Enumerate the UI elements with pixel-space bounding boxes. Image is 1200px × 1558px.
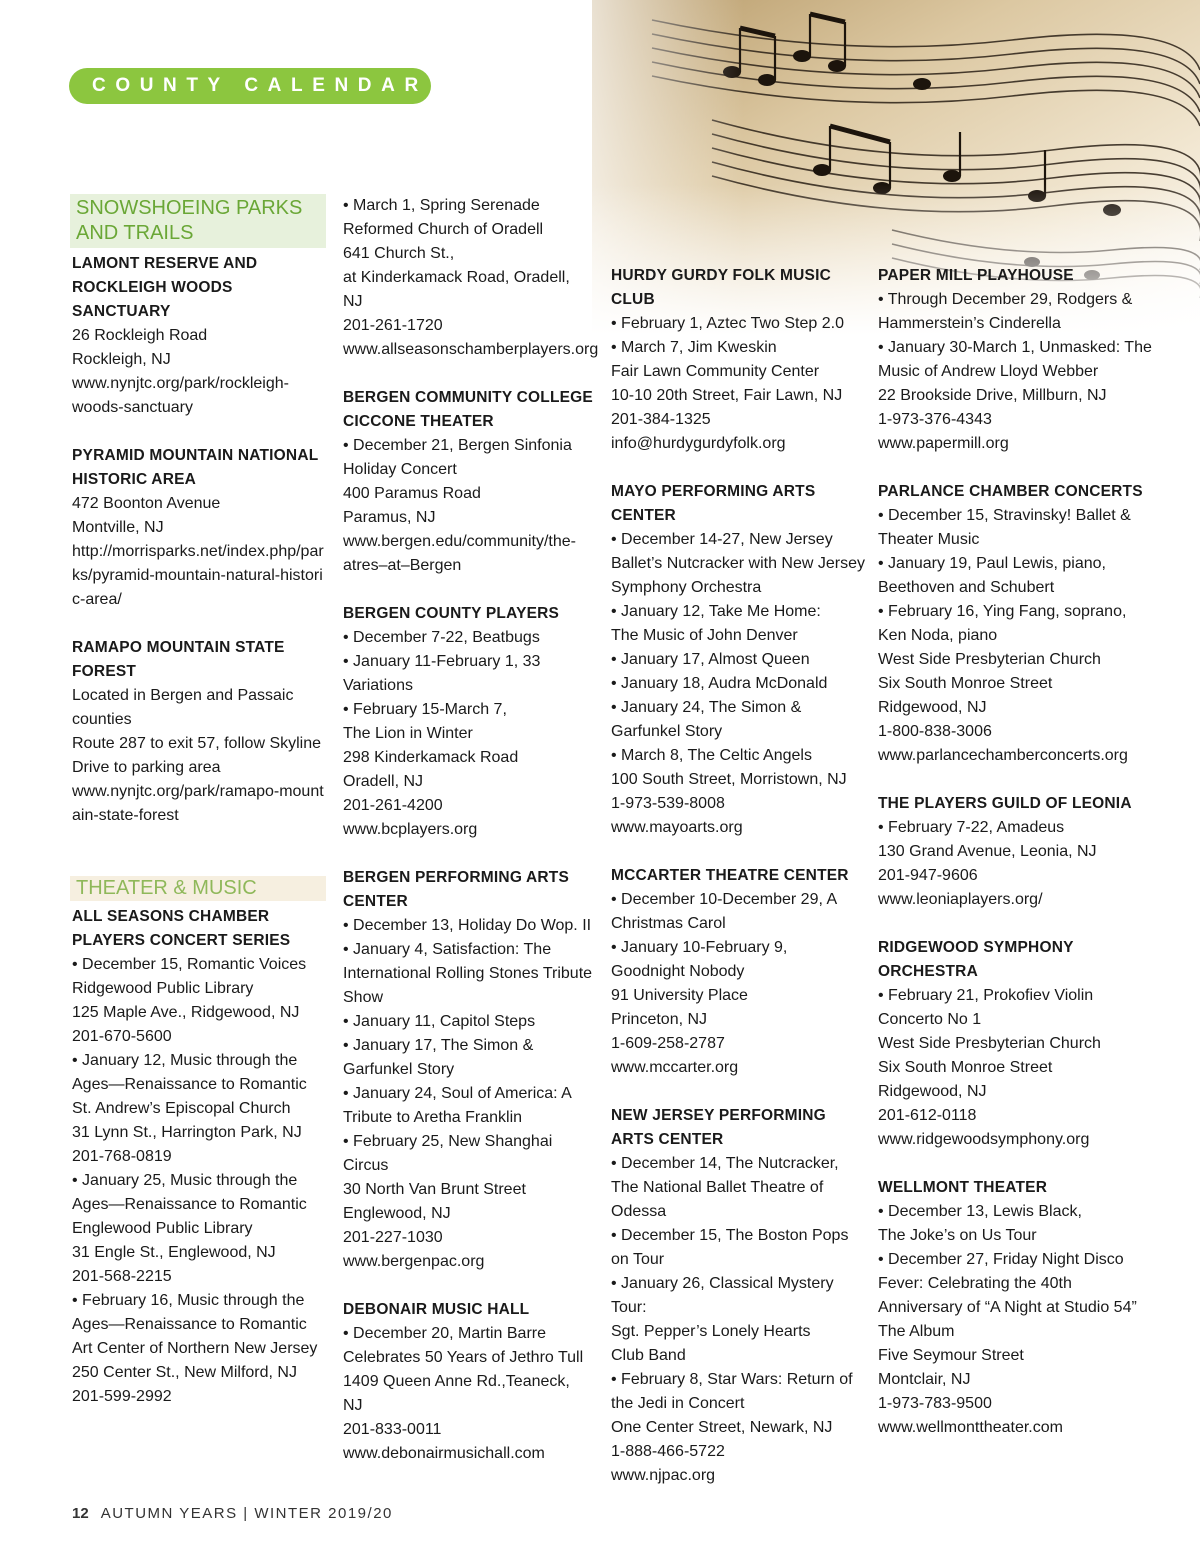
listing-title: PARLANCE CHAMBER CONCERTS [878,483,1143,500]
listing-line: • January 11-February 1, 33 Variations [343,653,541,694]
listing-line: Reformed Church of Oradell [343,221,544,238]
section-banner [69,68,431,104]
listing-line: Goodnight Nobody [611,963,745,980]
listing-title: HURDY GURDY FOLK MUSIC CLUB [611,267,831,308]
listing-line: 201-833-0011 [343,1421,442,1438]
listing-line: The Lion in Winter [343,725,473,742]
listing-line: 201-227-1030 [343,1229,443,1246]
listing-line: Englewood Public Library [72,1220,253,1237]
listing-line: Paramus, NJ [343,509,436,526]
listing-line: The Joke’s on Us Tour [878,1227,1037,1244]
listing-line: Club Band [611,1347,686,1364]
listing-line: 125 Maple Ave., Ridgewood, NJ [72,1004,300,1021]
listing-line: The Music of John Denver [611,627,798,644]
listing-line: 1-973-783-9500 [878,1395,992,1412]
listing-line: Located in Bergen and Passaic counties [72,687,294,728]
listing-line: • February 7-22, Amadeus [878,819,1065,836]
listing-line: Six South Monroe Street [878,1059,1053,1076]
listing-title: BERGEN COMMUNITY COLLEGE CICCONE THEATER [343,389,593,430]
listing-ramapo-mountain [72,636,326,828]
listing-pyramid-mountain [72,444,326,612]
listing-title: MCCARTER THEATRE CENTER [611,867,849,884]
listing-line: 1-800-838-3006 [878,723,992,740]
listing-debonair-music-hall [343,1298,593,1466]
spacer [72,852,326,876]
listing-mayo-pac [611,480,869,840]
listing-line: 201-947-9606 [878,867,978,884]
listing-line: Sgt. Pepper’s Lonely Hearts [611,1323,811,1340]
listing-line: • January 4, Satisfaction: The International Rolling Stones Tribute Show [343,941,593,1006]
listing-line: • March 8, The Celtic Angels [611,747,812,764]
listing-njpac [611,1104,869,1488]
listing-line: 641 Church St., [343,245,455,262]
listing-line: • December 15, Romantic Voices [72,956,307,973]
listing-all-seasons [72,905,326,1409]
listing-line: 298 Kinderkamack Road [343,749,519,766]
listing-line: • January 11, Capitol Steps [343,1013,536,1030]
listing-bergen-county-players [343,602,593,842]
listing-line: Rockleigh, NJ [72,351,171,368]
listing-bergen-community-college [343,386,593,578]
listing-line: • February 16, Ying Fang, soprano, Ken Noda, piano [878,603,1127,644]
listing-lamont-reserve [72,252,326,420]
listing-bergen-pac [343,866,593,1274]
listing-link[interactable]: www.nynjtc.org/park/ramapo-mountain-state-forest [72,783,324,824]
listing-line: • January 24, Soul of America: A Tribute to Aretha Franklin [343,1085,571,1126]
listing-line: 201-612-0118 [878,1107,977,1124]
listing-link[interactable]: www.parlancechamberconcerts.org [878,747,1128,764]
listing-line: • January 18, Audra McDonald [611,675,828,692]
listing-line: • December 7-22, Beatbugs [343,629,540,646]
listing-line: 22 Brookside Drive, Millburn, NJ [878,387,1107,404]
listing-line: West Side Presbyterian Church [878,1035,1101,1052]
listing-line: 1-609-258-2787 [611,1035,725,1052]
listing-line: The National Ballet Theatre of Odessa [611,1179,824,1220]
listing-link[interactable]: www.papermill.org [878,435,1009,452]
listing-line: 201-261-4200 [343,797,443,814]
listing-line: • February 25, New Shanghai Circus [343,1133,553,1174]
listing-title: THE PLAYERS GUILD OF LEONIA [878,795,1132,812]
listing-title: BERGEN COUNTY PLAYERS [343,605,560,622]
listing-line: • January 12, Take Me Home: [611,603,821,620]
listing-link[interactable]: www.njpac.org [611,1467,716,1484]
listing-line: Princeton, NJ [611,1011,708,1028]
listing-line: Ridgewood, NJ [878,699,987,716]
listing-line: • December 14, The Nutcracker, [611,1155,839,1172]
listing-line: • January 19, Paul Lewis, piano, Beethoven and Schubert [878,555,1106,596]
listing-line: Montclair, NJ [878,1371,971,1388]
listing-line: • December 27, Friday Night Disco Fever: Celebrating the 40th Anniversary of “A Night at Studio 54” The Album [878,1251,1137,1340]
listing-line: • Through December 29, Rodgers & Hammerstein’s Cinderella [878,291,1133,332]
listing-line: Art Center of Northern New Jersey [72,1340,318,1357]
listing-line: Route 287 to exit 57, follow Skyline Drive to parking area [72,735,322,776]
listing-line: • December 14-27, New Jersey Ballet’s Nutcracker with New Jersey Symphony Orchestra [611,531,866,596]
listing-line: 400 Paramus Road [343,485,481,502]
listing-line: Montville, NJ [72,519,164,536]
listing-wellmont [878,1176,1158,1440]
listing-line: • March 1, Spring Serenade [343,197,540,214]
listing-hurdy-gurdy [611,264,869,456]
listing-line: West Side Presbyterian Church [878,651,1101,668]
listing-title: BERGEN PERFORMING ARTS CENTER [343,869,570,910]
column-2 [343,194,599,1490]
listing-line: 10-10 20th Street, Fair Lawn, NJ [611,387,843,404]
banner-title: COUNTY CALENDAR [92,75,428,96]
listing-line: • January 10-February 9, [611,939,788,956]
listing-line: at Kinderkamack Road, Oradell, NJ [343,269,570,310]
listing-line: Fair Lawn Community Center [611,363,820,380]
listing-line: 91 University Place [611,987,748,1004]
column-1 [72,194,326,1433]
listing-line: 201-599-2992 [72,1388,172,1405]
listing-title: LAMONT RESERVE AND ROCKLEIGH WOODS SANCTUARY [72,255,258,320]
listing-title: NEW JERSEY PERFORMING ARTS CENTER [611,1107,826,1148]
listing-line: • January 12, Music through the Ages—Renaissance to Romantic [72,1052,307,1093]
listing-link[interactable]: www.nynjtc.org/park/rockleigh-woods-sanctuary [72,375,289,416]
listing-line: • December 20, Martin Barre Celebrates 50 Years of Jethro Tull [343,1325,584,1366]
listing-title: RAMAPO MOUNTAIN STATE FOREST [72,639,285,680]
listing-email[interactable]: info@hurdygurdyfolk.org [611,435,786,452]
listing-all-seasons-continued [343,194,599,362]
listing-ridgewood-symphony [878,936,1158,1152]
listing-link[interactable]: http://morrisparks.net/index.php/parks/pyramid-mountain-natural-historic-area/ [72,543,324,608]
listing-line: • January 25, Music through the Ages—Renaissance to Romantic [72,1172,307,1213]
listing-line: St. Andrew’s Episcopal Church [72,1100,291,1117]
listing-line: • December 13, Holiday Do Wop. II [343,917,592,934]
listing-line: 201-568-2215 [72,1268,172,1285]
listing-line: 1-973-376-4343 [878,411,992,428]
listing-line: 1409 Queen Anne Rd.,Teaneck, NJ [343,1373,570,1414]
listing-line: 1-973-539-8008 [611,795,725,812]
listing-link[interactable]: www.bergenpac.org [343,1253,485,1270]
listing-line: 201-670-5600 [72,1028,172,1045]
listing-link[interactable]: www.allseasonschamberplayers.org [343,341,599,358]
listing-link[interactable]: www.mayoarts.org [611,819,743,836]
listing-title: MAYO PERFORMING ARTS CENTER [611,483,816,524]
listing-line: • January 26, Classical Mystery Tour: [611,1275,834,1316]
listing-line: • February 16, Music through the Ages—Renaissance to Romantic [72,1292,307,1333]
listing-link[interactable]: www.leoniaplayers.org/ [878,891,1043,908]
listing-line: • January 30-March 1, Unmasked: The Music of Andrew Lloyd Webber [878,339,1152,380]
listing-parlance [878,480,1158,768]
listing-line: 201-261-1720 [343,317,443,334]
listing-line: • February 15-March 7, [343,701,507,718]
listing-line: Six South Monroe Street [878,675,1053,692]
listing-line: • February 1, Aztec Two Step 2.0 [611,315,844,332]
listing-link[interactable]: www.mccarter.org [611,1059,739,1076]
listing-line: • January 24, The Simon & Garfunkel Story [611,699,802,740]
listing-line: 201-768-0819 [72,1148,172,1165]
listing-link[interactable]: www.bcplayers.org [343,821,478,838]
listing-title: WELLMONT THEATER [878,1179,1048,1196]
listing-line: • December 13, Lewis Black, [878,1203,1082,1220]
listing-line: One Center Street, Newark, NJ [611,1419,833,1436]
page-number: 12 [72,1505,89,1522]
listing-line: 250 Center St., New Milford, NJ [72,1364,297,1381]
listing-mccarter [611,864,869,1080]
listing-line: • December 10-December 29, A Christmas Carol [611,891,837,932]
listing-line: 31 Engle St., Englewood, NJ [72,1244,276,1261]
listing-line: Ridgewood, NJ [878,1083,987,1100]
listing-line: Five Seymour Street [878,1347,1024,1364]
listing-line: Oradell, NJ [343,773,424,790]
listing-line: • December 15, The Boston Pops [611,1227,849,1244]
listing-line: • March 7, Jim Kweskin [611,339,777,356]
listing-line: 1-888-466-5722 [611,1443,725,1460]
listing-line: 472 Boonton Avenue [72,495,221,512]
listing-title: PAPER MILL PLAYHOUSE [878,267,1074,284]
listing-link[interactable]: www.wellmonttheater.com [878,1419,1063,1436]
listing-line: • February 8, Star Wars: Return of the Jedi in Concert [611,1371,853,1412]
listing-paper-mill [878,264,1158,456]
listing-line: 26 Rockleigh Road [72,327,208,344]
publication-name: AUTUMN YEARS | WINTER 2019/20 [100,1505,393,1522]
listing-line: 100 South Street, Morristown, NJ [611,771,847,788]
listing-line: • December 21, Bergen Sinfonia Holiday Concert [343,437,572,478]
listing-line: 130 Grand Avenue, Leonia, NJ [878,843,1097,860]
section-heading-theater-music: THEATER & MUSIC [70,876,326,901]
listing-line: 30 North Van Brunt Street [343,1181,526,1198]
listing-title: PYRAMID MOUNTAIN NATIONAL HISTORIC AREA [72,447,319,488]
listing-title: ALL SEASONS CHAMBER PLAYERS CONCERT SERIES [72,908,291,949]
listing-line: Englewood, NJ [343,1205,451,1222]
listing-line: • December 15, Stravinsky! Ballet & Theater Music [878,507,1131,548]
listing-line: 201-384-1325 [611,411,711,428]
listing-title: DEBONAIR MUSIC HALL [343,1301,530,1318]
section-heading-snowshoeing: SNOWSHOEING PARKS AND TRAILS [70,194,326,248]
listing-link[interactable]: www.ridgewoodsymphony.org [878,1131,1090,1148]
listing-players-guild-leonia [878,792,1158,912]
listing-line: on Tour [611,1251,665,1268]
listing-link[interactable]: www.debonairmusichall.com [343,1445,545,1462]
column-4 [878,264,1158,1464]
page-footer [72,1505,393,1522]
listing-link[interactable]: www.bergen.edu/community/the-atres–at–Bergen [343,533,576,574]
listing-title: RIDGEWOOD SYMPHONY ORCHESTRA [878,939,1074,980]
listing-line: • January 17, Almost Queen [611,651,810,668]
listing-line: 31 Lynn St., Harrington Park, NJ [72,1124,302,1141]
listing-line: Ridgewood Public Library [72,980,254,997]
column-3 [611,264,869,1512]
listing-line: • January 17, The Simon & Garfunkel Story [343,1037,534,1078]
listing-line: • February 21, Prokofiev Violin Concerto No 1 [878,987,1094,1028]
